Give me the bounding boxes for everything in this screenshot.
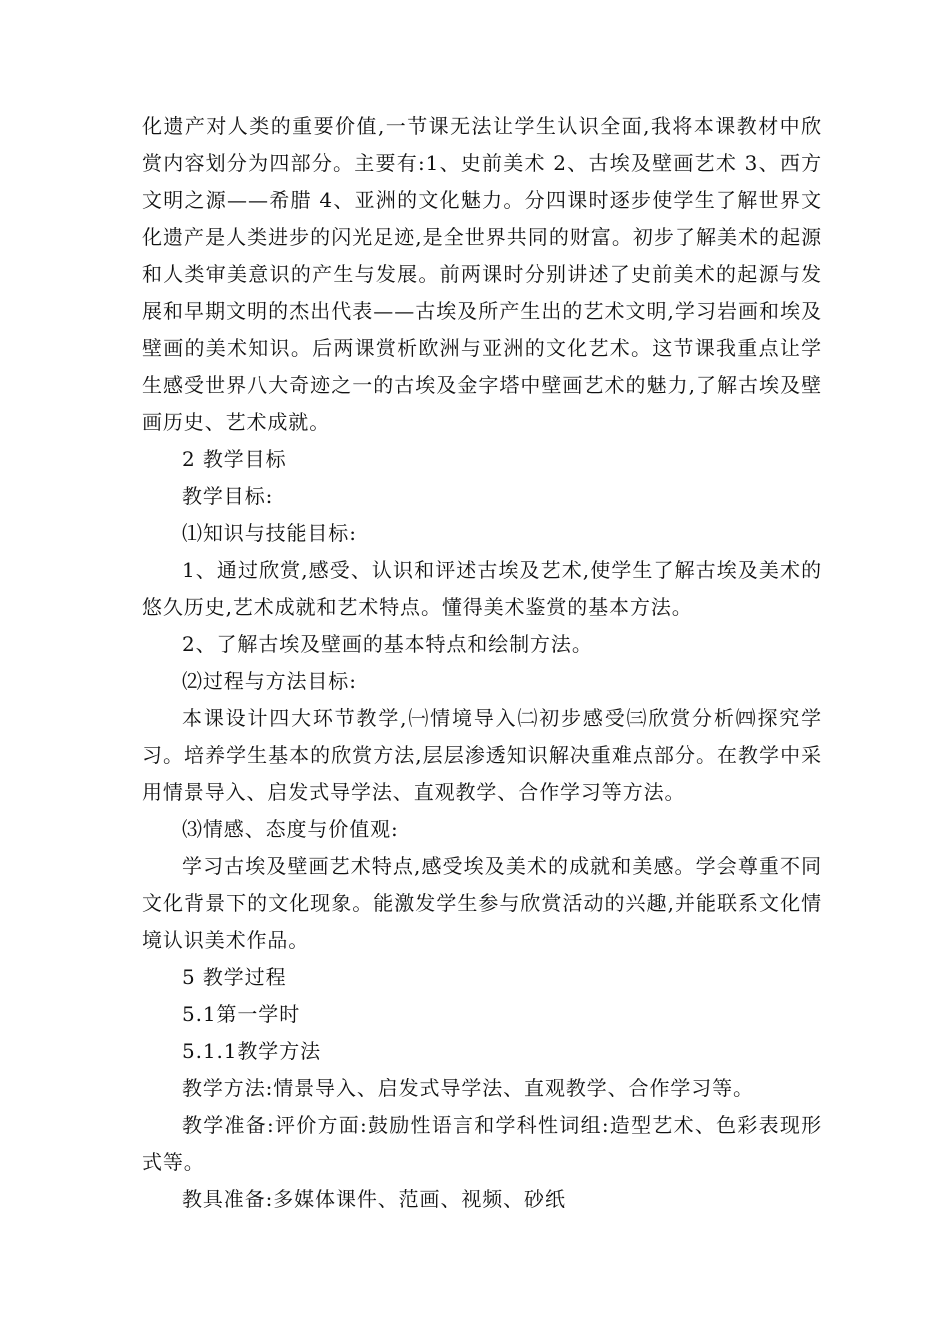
paragraph-teaching-preparation: 教学准备:评价方面:鼓励性语言和学科性词组:造型艺术、色彩表现形式等。 [142,1113,822,1174]
subheading-process-methods: ⑵过程与方法目标: [182,669,357,693]
subheading-emotion-values: ⑶情感、态度与价值观: [182,817,399,841]
subheading-first-period: 5.1第一学时 [182,1002,301,1026]
paragraph-process-methods: 本课设计四大环节教学,㈠情境导入㈡初步感受㈢欣赏分析㈣探究学习。培养学生基本的欣赏方法,层层渗透知识解决重难点部分。在教学中采用情景导入、启发式导学法、直观教学、合作学习等方法。 [142,706,822,804]
document-body [142,108,822,1218]
subheading-teaching-methods: 5.1.1教学方法 [182,1039,321,1063]
paragraph-knowledge-item-2: 2、了解古埃及壁画的基本特点和绘制方法。 [182,632,593,656]
subheading-knowledge-skills: ⑴知识与技能目标: [182,521,357,545]
section-heading-teaching-process: 5 教学过程 [182,965,287,989]
subheading-teaching-goals: 教学目标: [182,484,274,508]
paragraph-emotion-values: 学习古埃及壁画艺术特点,感受埃及美术的成就和美感。学会尊重不同文化背景下的文化现象。能激发学生参与欣赏活动的兴趣,并能联系文化情境认识美术作品。 [142,854,822,952]
paragraph-teaching-aids: 教具准备:多媒体课件、范画、视频、砂纸 [182,1187,566,1211]
section-heading-teaching-goals: 2 教学目标 [182,447,287,471]
paragraph-knowledge-item-1: 1、通过欣赏,感受、认识和评述古埃及艺术,使学生了解古埃及美术的悠久历史,艺术成就和艺术特点。懂得美术鉴赏的基本方法。 [142,558,822,619]
paragraph-teaching-methods: 教学方法:情景导入、启发式导学法、直观教学、合作学习等。 [182,1076,754,1100]
paragraph-intro-continued: 化遗产对人类的重要价值,一节课无法让学生认识全面,我将本课教材中欣赏内容划分为四部分。主要有:1、史前美术 2、古埃及壁画艺术 3、西方文明之源——希腊 4、亚洲的文化魅力。分四课时逐步使学生了解世界文化遗产是人类进步的闪光足迹,是全世界共同的财富。初步了解美术的起源和人类审美意识的产生与发展。前两课时分别讲述了史前美术的起源与发展和早期文明的杰出代表——古埃及所产生出的艺术文明,学习岩画和埃及壁画的美术知识。后两课赏析欧洲与亚洲的文化艺术。这节课我重点让学生感受世界八大奇迹之一的古埃及金字塔中壁画艺术的魅力,了解古埃及壁画历史、艺术成就。 [142,114,822,434]
